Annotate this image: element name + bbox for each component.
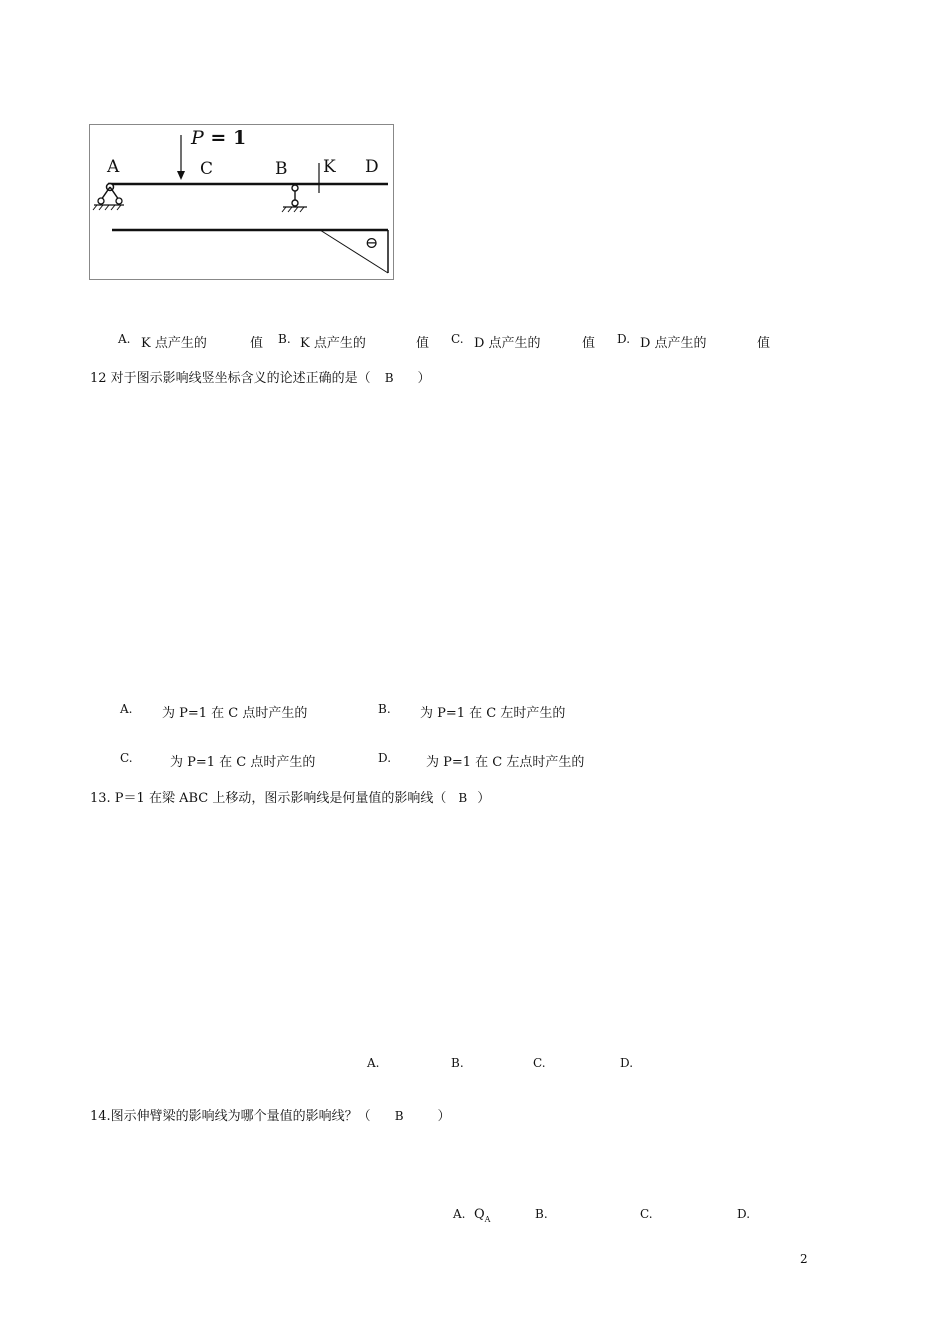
q14-answer: B [394,1109,404,1123]
q13-option-d: D. [620,1056,634,1070]
q12-option-b-letter: B. [378,702,391,716]
negative-sign: ⊖ [365,233,379,252]
q12-stem [90,367,431,386]
load-label [191,127,246,149]
q11-option-d-tail: 值 [757,336,771,351]
q14-option-a-letter: A. [453,1207,466,1221]
q14-option-c: C. [640,1207,653,1221]
q11-option-a-letter: A. [118,332,131,346]
q12-option-b-text: 为 P=1 在 C 左时产生的 [420,706,566,721]
q13-option-c: C. [533,1056,546,1070]
q13-stem-text: 13. P＝1 在梁 ABC 上移动，图示影响线是何量值的影响线（ [90,791,447,806]
q12-close: ） [417,371,431,386]
q12-option-a-text: 为 P=1 在 C 点时产生的 [162,706,308,721]
q12-option-c-text: 为 P=1 在 C 点时产生的 [170,755,316,770]
label-c: C [200,159,214,179]
q12-option-c-letter: C. [120,751,133,765]
q11-option-c-letter: C. [451,332,464,346]
q11-option-b-text: K 点产生的 [300,336,366,351]
q13-option-a: A. [367,1056,380,1070]
q14-option-b: B. [535,1207,548,1221]
support-b [282,185,307,212]
q13-option-b: B. [451,1056,464,1070]
q11-option-d-text: D 点产生的 [640,336,707,351]
load-arrow-head [177,171,185,180]
q12-stem-text: 12 对于图示影响线竖坐标含义的论述正确的是（ [90,371,371,386]
q12-option-d-letter: D. [378,751,392,765]
q14-stem-text: 14.图示伸臂梁的影响线为哪个量值的影响线？（ [90,1109,371,1124]
q14-close: ） [437,1109,451,1124]
label-k: K [323,157,336,177]
q13-answer: B [458,791,468,805]
q11-option-a-tail: 值 [250,336,264,351]
support-a [93,184,124,211]
q13-stem [90,787,490,806]
page-number: 2 [800,1252,808,1266]
q11-option-b-letter: B. [278,332,291,346]
load-label-p: P [191,127,204,149]
label-b: B [275,159,288,179]
load-label-value: = 1 [203,127,247,149]
q11-option-d-letter: D. [617,332,631,346]
q12-option-d-text: 为 P=1 在 C 左点时产生的 [426,755,585,770]
q11-option-c-text: D 点产生的 [474,336,541,351]
label-d: D [365,157,379,177]
label-a: A [107,157,120,177]
q14-option-a-q: Q [474,1207,485,1222]
q14-option-a-value [474,1207,490,1224]
q12-answer: B [384,371,394,385]
q11-option-a-text: K 点产生的 [141,336,207,351]
q14-option-a-sub: A [484,1215,491,1224]
q11-option-c-tail: 值 [582,336,596,351]
q13-close: ） [477,791,491,806]
q12-option-a-letter: A. [120,702,133,716]
beam-figure [89,124,394,280]
q14-option-d: D. [737,1207,751,1221]
q11-option-b-tail: 值 [416,336,430,351]
q14-stem [90,1105,451,1124]
